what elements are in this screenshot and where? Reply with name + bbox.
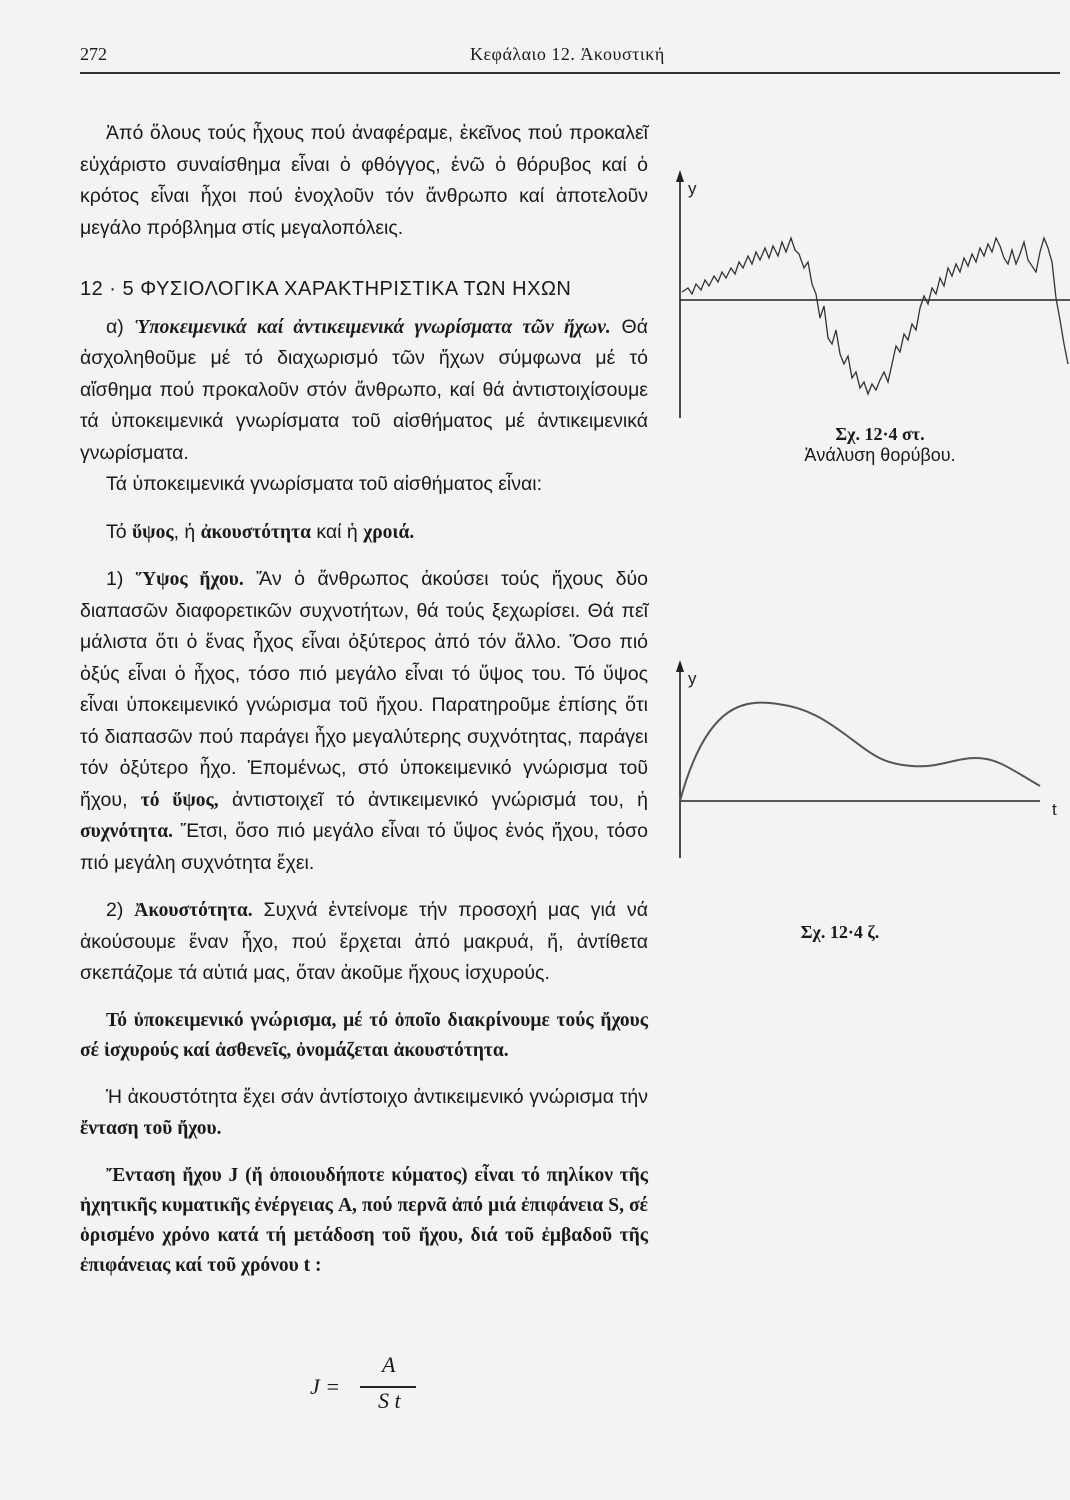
definition-intensity: Ἔνταση ἤχου J (ἤ ὁποιουδήποτε κύματος) εἶναι τό πηλίκον τῆς ἠχητικῆς κυματικῆς ἐνέργειας A, πού περνᾶ ἀπό μιά ἐπιφάνεια S, σέ ὁρισμένο χρόνο κατά τή μετάδοση τοῦ ἤχου, διά τοῦ ἐμβαδοῦ τῆς ἐπιφάνειας καί τοῦ χρόνου t : [80,1164,648,1276]
formula-denominator: S t [378,1388,401,1413]
attr-lead: Τό [106,520,127,543]
noise-y-arrow [676,170,684,182]
attr-loudness: ἀκουστότητα [200,521,311,543]
definition-loudness: Τό ὑποκειμενικό γνώρισμα, μέ τό ὁποῖο διακρίνουμε τούς ἤχους σέ ἰσχυρούς καί ἀσθενεῖς, ὀνομάζεται ἀκουστότητα. [80,1009,648,1061]
wave-curve [680,703,1040,801]
item-1-text-1: Ἄν ὁ ἄνθρωπος ἀκούσει τούς ἤχους δύο διαπασῶν διαφορετικῶν συχνοτήτων, θά τούς ξεχωρίσει. Θά πεῖ μάλιστα ὅτι ὁ ἕνας ἦχος εἶναι ὀξύτερος ἀπό τόν ἄλλο. Ὅσο πιό ὀξύς εἶναι ὁ ἦχος, τόσο πιό μεγάλο εἶναι τό ὕψος του. Τό ὕψος εἶναι ὑποκειμενικό γνώρισμα τοῦ ἤχου. Παρατηροῦμε ἐπίσης ὅτι τό διαπασῶν πού παράγει ἦχο μεγαλύτερης συχνότητας, παράγει τόν ὀξύτερο ἦχο. Ἑπομένως, στό ὑποκειμενικό γνώρισμα τοῦ ἤχου, [80,568,649,811]
item-1 [80,564,648,879]
item-2-label: 2) [106,899,124,921]
item-1-text-2: ἀντιστοιχεῖ τό ἀντικειμενικό γνώρισμά του, ἡ [231,788,648,811]
attr-timbre: χροιά. [363,521,415,543]
caption-wave [780,922,900,943]
formula-numerator: A [382,1352,396,1377]
item-2 [80,895,648,990]
item-1-title: Ὕψος ἤχου. [135,569,244,590]
item-2-text: Συχνά ἐντείνομε τήν προσοχή μας γιά νά ἀκούσουμε ἕναν ἦχο, πού ἔρχεται ἀπό μακρυά, ἤ, ἀντίθετα σκεπάζομε τά αὐτιά μας, ὅταν ἀκοῦμε ἤχους ἰσχυρούς. [80,899,649,984]
wave-y-label: y [688,669,697,688]
wave-y-arrow [676,660,684,672]
item-1-bold-1: τό ὕψος, [140,789,219,811]
caption-noise-number: Σχ. 12·4 στ. [835,424,925,444]
figure-noise [668,168,1070,428]
caption-wave-number: Σχ. 12·4 ζ. [800,922,880,942]
item-2-title: Ἀκουστότητα. [134,900,253,921]
formula-lhs: J = [310,1374,341,1399]
header-rule [80,72,1060,74]
noise-y-label: y [688,179,697,198]
item-1-label: 1) [106,568,124,590]
figure-wave [668,658,1070,868]
item-1-text-3: Ἔτσι, ὅσο πιό μεγάλο εἶναι τό ὕψος ἑνός ἤχου, τόσο πιό μεγάλη συχνότητα ἔχει. [80,820,648,874]
running-head: Κεφάλαιο 12. Ἀκουστική [470,44,665,64]
caption-noise [760,424,1000,466]
attr-and: καί ἡ [316,520,358,543]
page-number: 272 [80,44,107,64]
subsection-a-label: α) [106,315,124,338]
attr-sep: , ἡ [173,520,196,543]
attr-pitch: ὕψος [132,521,174,543]
loudness-note-bold: ἔνταση τοῦ ἤχου. [80,1118,222,1139]
item-1-bold-2: συχνότητα. [80,821,174,842]
loudness-note-text: Ἡ ἀκουστότητα ἔχει σάν ἀντίστοιχο ἀντικειμενικό γνώρισμα τήν [106,1085,648,1108]
main-text-column [80,118,648,1281]
subsection-a-title: Ὑποκειμενικά καί ἀντικειμενικά γνωρίσματα τῶν ἤχων. [134,316,611,338]
wave-t-label: t [1052,800,1057,819]
caption-noise-text: Ἀνάλυση θορύβου. [804,445,956,465]
subsection-a [80,312,648,470]
noise-waveform [682,238,1068,394]
attributes-line [80,517,648,549]
loudness-note [80,1082,648,1145]
intro-paragraph: Ἀπό ὅλους τούς ἦχους πού ἀναφέραμε, ἐκεῖνος πού προκαλεῖ εὐχάριστο συναίσθημα εἶναι ὁ φθόγγος, ἐνῶ ὁ θόρυβος καί ὁ κρότος εἶναι ἦχοι πού ἐνοχλοῦν τόν ἄνθρωπο καί ἀποτελοῦν μεγάλο πρόβλημα στίς μεγαλοπόλεις. [80,122,648,239]
intensity-formula [310,1352,430,1422]
subsection-a-text: Θά ἀσχοληθοῦμε μέ τό διαχωρισμό τῶν ἤχων σύμφωνα μέ τό αἴσθημα πού προκαλοῦν στόν ἄνθρωπο, καί θά ἀντιστοιχίσουμε τά ὑποκειμενικά γνωρίσματα τοῦ αἰσθήματος μέ ἀντικειμενικά γνωρίσματα. [80,315,648,464]
section-heading: 12 · 5 ΦΥΣΙΟΛΟΓΙΚΑ ΧΑΡΑΚΤΗΡΙΣΤΙΚΑ ΤΩΝ ΗΧΩΝ [80,278,572,300]
page-header [80,44,1060,78]
list-intro: Τά ὑποκειμενικά γνωρίσματα τοῦ αἰσθήματος εἶναι: [106,473,543,495]
